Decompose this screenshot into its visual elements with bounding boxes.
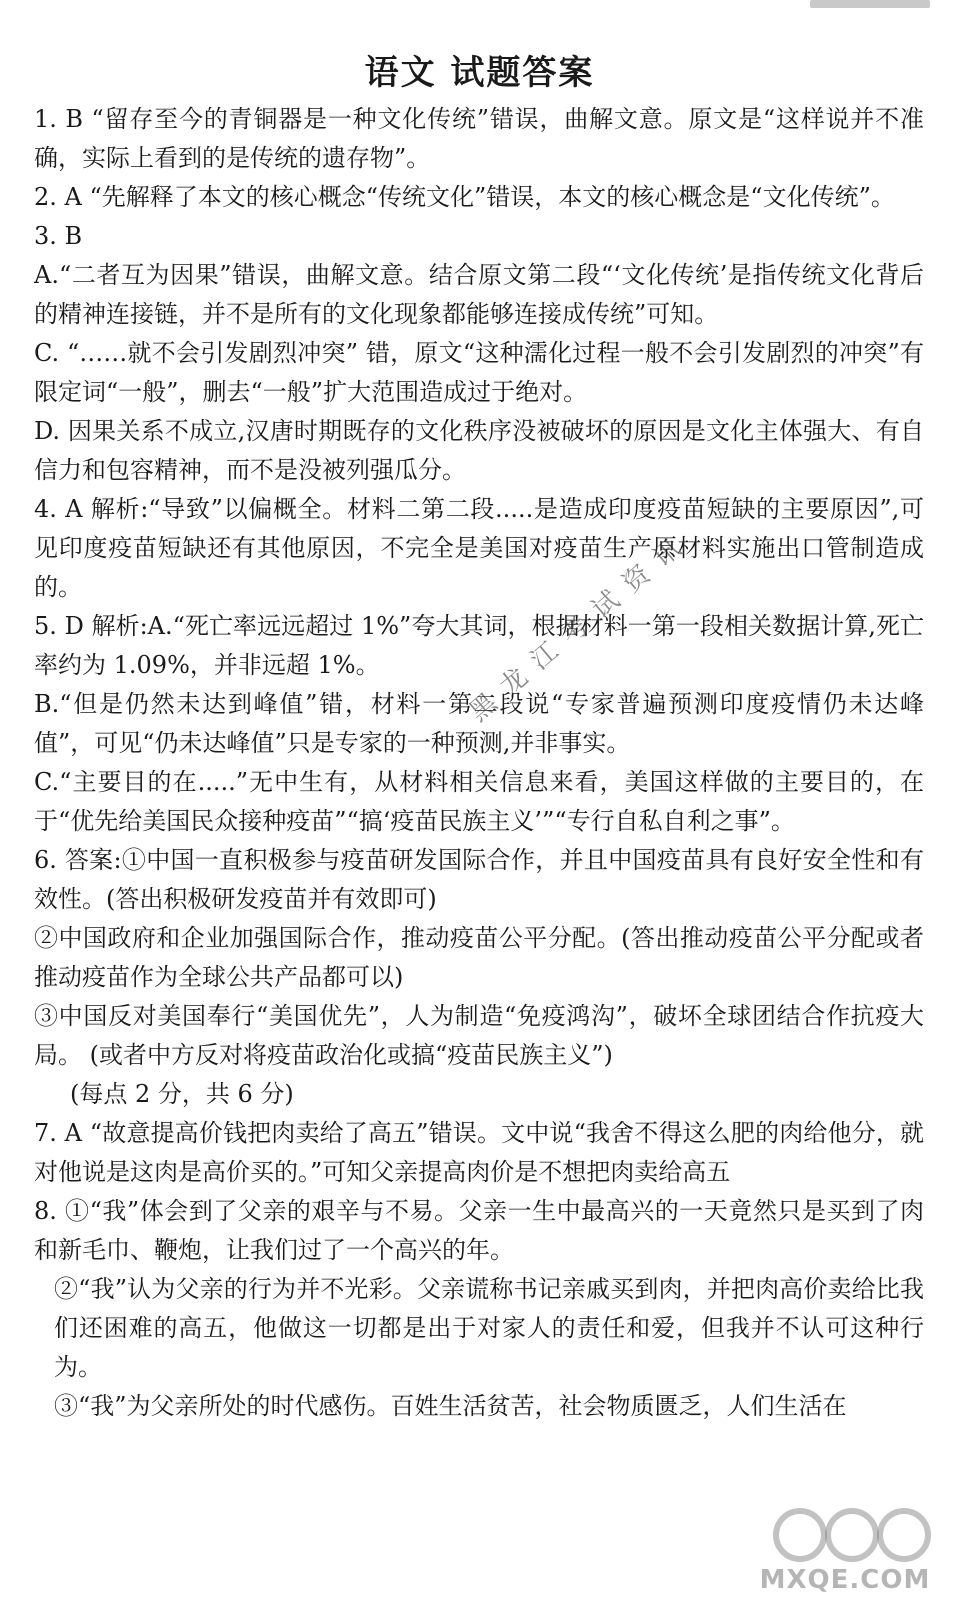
answer-body xyxy=(34,100,924,1426)
answer-line: 6. 答案:①中国一直积极参与疫苗研发国际合作，并且中国疫苗具有良好安全性和有效性。(答出积极研发疫苗并有效即可) xyxy=(34,846,924,913)
answer-line: 1. B “留存至今的青铜器是一种文化传统”错误，曲解文意。原文是“这样说并不准确，实际上看到的是传统的遗存物”。 xyxy=(34,105,924,172)
site-logo xyxy=(740,1505,950,1595)
logo-graphic-icon xyxy=(740,1505,950,1565)
top-edge-mark xyxy=(810,0,930,8)
answer-line: A.“二者互为因果”错误，曲解文意。结合原文第二段“‘文化传统’是指传统文化背后的精神连接链，并不是所有的文化现象都能够连接成传统”可知。 xyxy=(34,261,924,328)
answer-line: 3. B xyxy=(34,222,83,250)
score-note: (每点 2 分，共 6 分) xyxy=(70,1080,294,1108)
answer-line: ②中国政府和企业加强国际合作，推动疫苗公平分配。(答出推动疫苗公平分配或者推动疫苗作为全球公共产品都可以) xyxy=(34,924,924,991)
page-title: 语文 试题答案 xyxy=(364,53,595,93)
answer-line: ②“我”认为父亲的行为并不光彩。父亲谎称书记亲戚买到肉，并把肉高价卖给比我们还困难的高五，他做这一切都是出于对家人的责任和爱，但我并不认可这种行为。 xyxy=(54,1275,924,1381)
logo-text: MXQE.COM xyxy=(759,1565,931,1595)
answer-line: ③“我”为父亲所处的时代感伤。百姓生活贫苦，社会物质匮乏，人们生活在 xyxy=(54,1392,847,1420)
answer-line: B.“但是仍然未达到峰值”错，材料一第二段说“专家普遍预测印度疫情仍未达峰值”，可见“仍未达峰值”只是专家的一种预测,并非事实。 xyxy=(34,690,924,757)
answer-line: 4. A 解析:“导致”以偏概全。材料二第二段.....是造成印度疫苗短缺的主要原因”,可见印度疫苗短缺还有其他原因，不完全是美国对疫苗生产原材料实施出口管制造成的。 xyxy=(34,495,924,601)
watermark-text: 黑龙江考试资讯 xyxy=(463,524,698,728)
answer-line: 5. D 解析:A.“死亡率远远超过 1%”夸大其词，根据材料一第一段相关数据计算,死亡率约为 1.09%，并非远超 1%。 xyxy=(34,612,924,679)
answer-line: C. “……就不会引发剧烈冲突” 错，原文“这种濡化过程一般不会引发剧烈的冲突”有限定词“一般”，删去“一般”扩大范围造成过于绝对。 xyxy=(34,339,924,406)
answer-line: 7. A “故意提高价钱把肉卖给了高五”错误。文中说“我舍不得这么肥的肉给他分，就对他说是这肉是高价买的。”可知父亲提高肉价是不想把肉卖给高五 xyxy=(34,1119,924,1186)
answer-line: 2. A “先解释了本文的核心概念“传统文化”错误，本文的核心概念是“文化传统”。 xyxy=(34,183,895,211)
answer-line: ③中国反对美国奉行“美国优先”，人为制造“免疫鸿沟”，破坏全球团结合作抗疫大局。 (或者中方反对将疫苗政治化或搞“疫苗民族主义”) xyxy=(34,1002,924,1069)
answer-line: D. 因果关系不成立,汉唐时期既存的文化秩序没被破坏的原因是文化主体强大、有自信力和包容精神，而不是没被列强瓜分。 xyxy=(34,417,924,484)
answer-line: 8. ①“我”体会到了父亲的艰辛与不易。父亲一生中最高兴的一天竟然只是买到了肉和新毛巾、鞭炮，让我们过了一个高兴的年。 xyxy=(34,1197,924,1264)
answer-line: C.“主要目的在.....”无中生有，从材料相关信息来看，美国这样做的主要目的，在于“优先给美国民众接种疫苗”“搞‘疫苗民族主义’”“专行自私自利之事”。 xyxy=(34,768,924,835)
